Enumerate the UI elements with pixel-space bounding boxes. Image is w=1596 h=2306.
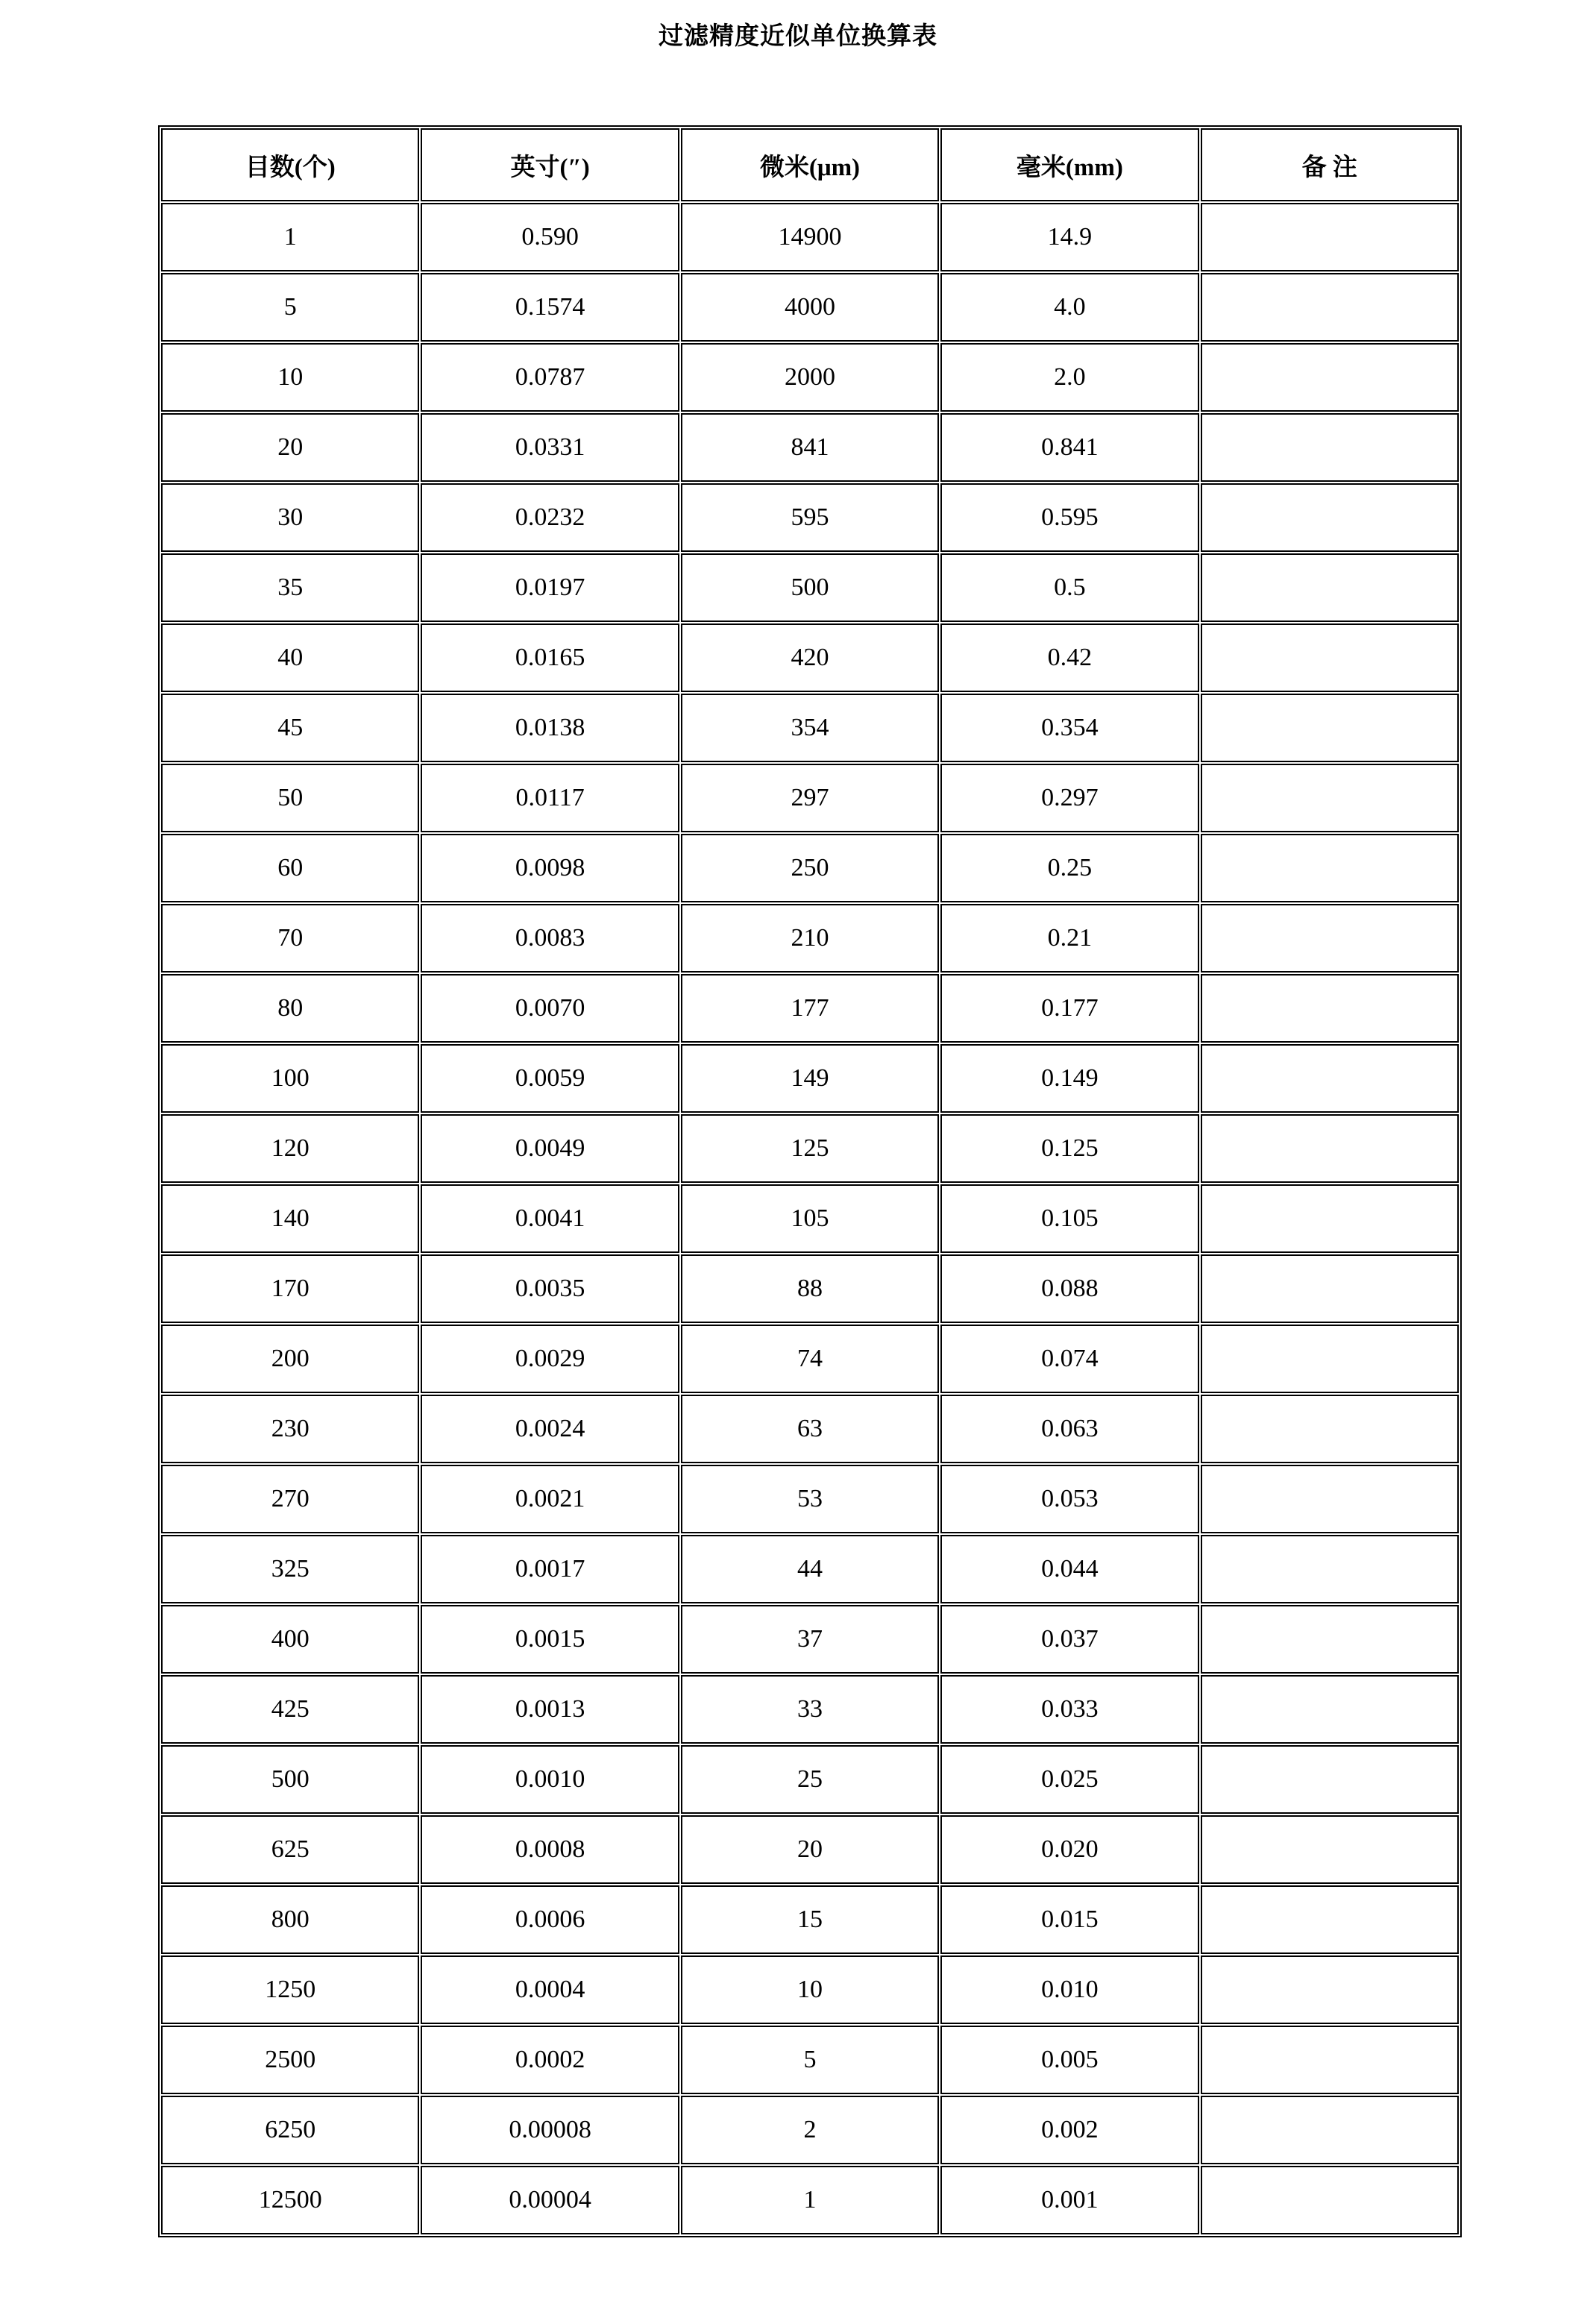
table-row xyxy=(161,2096,1459,2164)
cell-remarks xyxy=(1201,343,1459,412)
cell-remarks xyxy=(1201,1675,1459,1744)
cell-inches: 0.0165 xyxy=(421,623,679,692)
cell-millimeters: 0.297 xyxy=(940,764,1198,832)
cell-inches: 0.0017 xyxy=(421,1535,679,1603)
column-header-millimeters: 毫米(mm) xyxy=(940,128,1198,201)
table-row xyxy=(161,974,1459,1043)
table-row xyxy=(161,764,1459,832)
cell-millimeters: 0.25 xyxy=(940,834,1198,902)
table-row xyxy=(161,273,1459,342)
cell-inches: 0.0331 xyxy=(421,413,679,482)
cell-mesh-count: 70 xyxy=(161,904,419,973)
cell-remarks xyxy=(1201,1605,1459,1674)
cell-inches: 0.0035 xyxy=(421,1254,679,1323)
cell-remarks xyxy=(1201,1254,1459,1323)
cell-millimeters: 0.037 xyxy=(940,1605,1198,1674)
cell-remarks xyxy=(1201,1535,1459,1603)
table-row xyxy=(161,623,1459,692)
cell-mesh-count: 270 xyxy=(161,1465,419,1533)
cell-inches: 0.0010 xyxy=(421,1745,679,1814)
table-row xyxy=(161,904,1459,973)
cell-millimeters: 0.053 xyxy=(940,1465,1198,1533)
cell-mesh-count: 400 xyxy=(161,1605,419,1674)
cell-mesh-count: 140 xyxy=(161,1184,419,1253)
header-row xyxy=(161,128,1459,201)
cell-microns: 177 xyxy=(681,974,939,1043)
cell-remarks xyxy=(1201,203,1459,271)
cell-mesh-count: 6250 xyxy=(161,2096,419,2164)
cell-inches: 0.00004 xyxy=(421,2166,679,2234)
table-row xyxy=(161,553,1459,622)
cell-inches: 0.0787 xyxy=(421,343,679,412)
cell-mesh-count: 800 xyxy=(161,1885,419,1954)
table-row xyxy=(161,694,1459,762)
cell-remarks xyxy=(1201,2166,1459,2234)
cell-remarks xyxy=(1201,483,1459,552)
cell-remarks xyxy=(1201,1815,1459,1884)
cell-millimeters: 0.002 xyxy=(940,2096,1198,2164)
table-row xyxy=(161,413,1459,482)
cell-microns: 37 xyxy=(681,1605,939,1674)
cell-mesh-count: 60 xyxy=(161,834,419,902)
cell-inches: 0.0013 xyxy=(421,1675,679,1744)
cell-remarks xyxy=(1201,1114,1459,1183)
cell-millimeters: 0.020 xyxy=(940,1815,1198,1884)
column-header-microns: 微米(μm) xyxy=(681,128,939,201)
cell-millimeters: 0.063 xyxy=(940,1395,1198,1463)
table-row xyxy=(161,343,1459,412)
column-header-inches: 英寸(″) xyxy=(421,128,679,201)
cell-millimeters: 0.841 xyxy=(940,413,1198,482)
cell-inches: 0.0024 xyxy=(421,1395,679,1463)
cell-millimeters: 0.354 xyxy=(940,694,1198,762)
cell-microns: 14900 xyxy=(681,203,939,271)
cell-millimeters: 0.088 xyxy=(940,1254,1198,1323)
cell-remarks xyxy=(1201,623,1459,692)
cell-microns: 44 xyxy=(681,1535,939,1603)
cell-remarks xyxy=(1201,2026,1459,2094)
table-row xyxy=(161,834,1459,902)
cell-microns: 297 xyxy=(681,764,939,832)
cell-microns: 841 xyxy=(681,413,939,482)
column-header-mesh-count: 目数(个) xyxy=(161,128,419,201)
cell-mesh-count: 120 xyxy=(161,1114,419,1183)
cell-inches: 0.0059 xyxy=(421,1044,679,1113)
cell-remarks xyxy=(1201,1325,1459,1393)
cell-mesh-count: 30 xyxy=(161,483,419,552)
table-row xyxy=(161,1184,1459,1253)
table-row xyxy=(161,1114,1459,1183)
cell-millimeters: 0.010 xyxy=(940,1955,1198,2024)
cell-microns: 105 xyxy=(681,1184,939,1253)
table-row xyxy=(161,1395,1459,1463)
cell-remarks xyxy=(1201,694,1459,762)
cell-millimeters: 4.0 xyxy=(940,273,1198,342)
table-row xyxy=(161,1044,1459,1113)
cell-microns: 149 xyxy=(681,1044,939,1113)
cell-mesh-count: 100 xyxy=(161,1044,419,1113)
cell-microns: 420 xyxy=(681,623,939,692)
table-row xyxy=(161,1605,1459,1674)
cell-microns: 88 xyxy=(681,1254,939,1323)
cell-inches: 0.0138 xyxy=(421,694,679,762)
cell-microns: 500 xyxy=(681,553,939,622)
table-row xyxy=(161,1675,1459,1744)
cell-remarks xyxy=(1201,1955,1459,2024)
cell-mesh-count: 1250 xyxy=(161,1955,419,2024)
cell-mesh-count: 170 xyxy=(161,1254,419,1323)
cell-remarks xyxy=(1201,1745,1459,1814)
cell-millimeters: 0.105 xyxy=(940,1184,1198,1253)
table-row xyxy=(161,1815,1459,1884)
cell-microns: 25 xyxy=(681,1745,939,1814)
cell-millimeters: 0.033 xyxy=(940,1675,1198,1744)
cell-mesh-count: 325 xyxy=(161,1535,419,1603)
cell-remarks xyxy=(1201,904,1459,973)
table-row xyxy=(161,1535,1459,1603)
cell-inches: 0.0002 xyxy=(421,2026,679,2094)
cell-millimeters: 0.21 xyxy=(940,904,1198,973)
cell-mesh-count: 5 xyxy=(161,273,419,342)
cell-millimeters: 14.9 xyxy=(940,203,1198,271)
cell-microns: 250 xyxy=(681,834,939,902)
cell-microns: 1 xyxy=(681,2166,939,2234)
cell-remarks xyxy=(1201,553,1459,622)
table-row xyxy=(161,1955,1459,2024)
cell-millimeters: 0.177 xyxy=(940,974,1198,1043)
cell-mesh-count: 35 xyxy=(161,553,419,622)
cell-mesh-count: 10 xyxy=(161,343,419,412)
cell-inches: 0.0021 xyxy=(421,1465,679,1533)
cell-inches: 0.0029 xyxy=(421,1325,679,1393)
cell-inches: 0.0041 xyxy=(421,1184,679,1253)
cell-microns: 354 xyxy=(681,694,939,762)
cell-microns: 4000 xyxy=(681,273,939,342)
cell-inches: 0.0197 xyxy=(421,553,679,622)
cell-mesh-count: 625 xyxy=(161,1815,419,1884)
cell-mesh-count: 425 xyxy=(161,1675,419,1744)
cell-mesh-count: 20 xyxy=(161,413,419,482)
cell-microns: 10 xyxy=(681,1955,939,2024)
cell-inches: 0.0070 xyxy=(421,974,679,1043)
cell-millimeters: 0.149 xyxy=(940,1044,1198,1113)
cell-microns: 2000 xyxy=(681,343,939,412)
cell-microns: 125 xyxy=(681,1114,939,1183)
cell-inches: 0.0006 xyxy=(421,1885,679,1954)
cell-remarks xyxy=(1201,273,1459,342)
cell-remarks xyxy=(1201,764,1459,832)
cell-inches: 0.0015 xyxy=(421,1605,679,1674)
page-title: 过滤精度近似单位换算表 xyxy=(659,23,937,50)
cell-mesh-count: 12500 xyxy=(161,2166,419,2234)
cell-millimeters: 2.0 xyxy=(940,343,1198,412)
cell-microns: 63 xyxy=(681,1395,939,1463)
cell-mesh-count: 1 xyxy=(161,203,419,271)
cell-remarks xyxy=(1201,1885,1459,1954)
cell-remarks xyxy=(1201,2096,1459,2164)
table-row xyxy=(161,1745,1459,1814)
table-header xyxy=(161,128,1459,201)
cell-mesh-count: 80 xyxy=(161,974,419,1043)
cell-millimeters: 0.595 xyxy=(940,483,1198,552)
cell-mesh-count: 200 xyxy=(161,1325,419,1393)
cell-inches: 0.0049 xyxy=(421,1114,679,1183)
cell-millimeters: 0.005 xyxy=(940,2026,1198,2094)
cell-remarks xyxy=(1201,1184,1459,1253)
table-body xyxy=(161,203,1459,2234)
cell-mesh-count: 45 xyxy=(161,694,419,762)
cell-remarks xyxy=(1201,834,1459,902)
cell-remarks xyxy=(1201,1395,1459,1463)
cell-microns: 33 xyxy=(681,1675,939,1744)
cell-inches: 0.0117 xyxy=(421,764,679,832)
cell-remarks xyxy=(1201,413,1459,482)
table-row xyxy=(161,2026,1459,2094)
cell-microns: 15 xyxy=(681,1885,939,1954)
cell-inches: 0.0098 xyxy=(421,834,679,902)
column-header-remarks: 备 注 xyxy=(1201,128,1459,201)
cell-millimeters: 0.42 xyxy=(940,623,1198,692)
table-row xyxy=(161,1465,1459,1533)
cell-inches: 0.0232 xyxy=(421,483,679,552)
cell-inches: 0.0008 xyxy=(421,1815,679,1884)
cell-millimeters: 0.015 xyxy=(940,1885,1198,1954)
cell-inches: 0.00008 xyxy=(421,2096,679,2164)
cell-inches: 0.0083 xyxy=(421,904,679,973)
table-row xyxy=(161,483,1459,552)
table-row xyxy=(161,2166,1459,2234)
table-row xyxy=(161,203,1459,271)
cell-remarks xyxy=(1201,1044,1459,1113)
cell-microns: 74 xyxy=(681,1325,939,1393)
cell-microns: 20 xyxy=(681,1815,939,1884)
cell-remarks xyxy=(1201,1465,1459,1533)
cell-millimeters: 0.001 xyxy=(940,2166,1198,2234)
unit-conversion-table xyxy=(158,125,1462,2237)
cell-mesh-count: 40 xyxy=(161,623,419,692)
cell-microns: 595 xyxy=(681,483,939,552)
cell-microns: 210 xyxy=(681,904,939,973)
cell-millimeters: 0.074 xyxy=(940,1325,1198,1393)
cell-mesh-count: 230 xyxy=(161,1395,419,1463)
cell-inches: 0.1574 xyxy=(421,273,679,342)
cell-mesh-count: 2500 xyxy=(161,2026,419,2094)
table-row xyxy=(161,1325,1459,1393)
table-row xyxy=(161,1254,1459,1323)
cell-inches: 0.590 xyxy=(421,203,679,271)
cell-millimeters: 0.125 xyxy=(940,1114,1198,1183)
cell-microns: 53 xyxy=(681,1465,939,1533)
cell-millimeters: 0.5 xyxy=(940,553,1198,622)
cell-mesh-count: 50 xyxy=(161,764,419,832)
cell-microns: 5 xyxy=(681,2026,939,2094)
cell-microns: 2 xyxy=(681,2096,939,2164)
table-row xyxy=(161,1885,1459,1954)
cell-remarks xyxy=(1201,974,1459,1043)
cell-millimeters: 0.025 xyxy=(940,1745,1198,1814)
cell-millimeters: 0.044 xyxy=(940,1535,1198,1603)
cell-inches: 0.0004 xyxy=(421,1955,679,2024)
cell-mesh-count: 500 xyxy=(161,1745,419,1814)
